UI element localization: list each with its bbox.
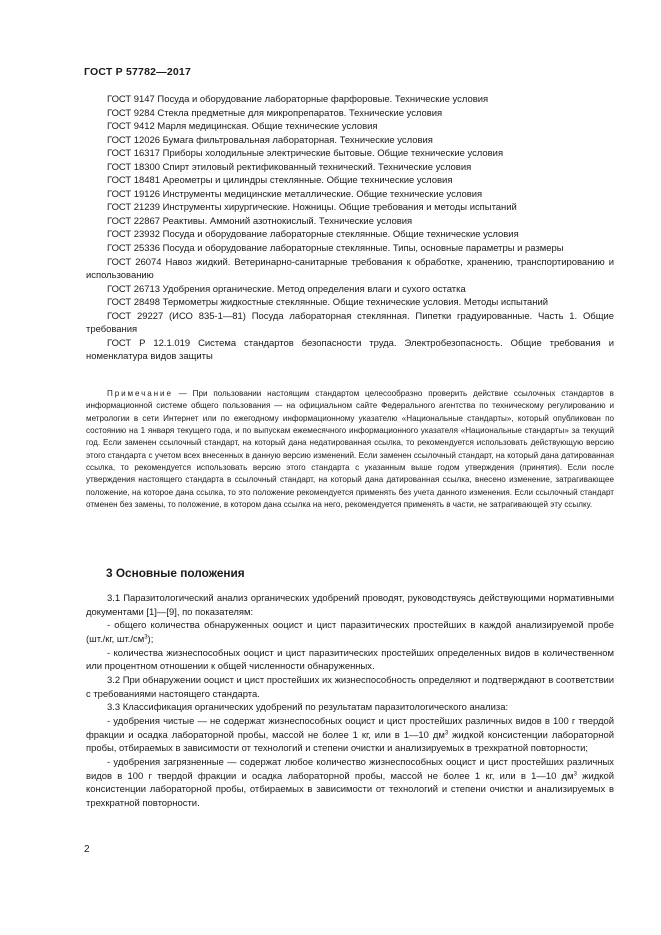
note-label: Примечание: [107, 389, 173, 398]
document-header: ГОСТ Р 57782—2017: [84, 66, 192, 78]
reference-item: ГОСТ 9284 Стекла предметные для микропрепаратов. Технические условия: [107, 107, 443, 119]
paragraph-contaminated-fertilizers: - удобрения загрязненные — содержат любое количество жизнеспособных ооцист и цист простейших различных видов в 100 г твердой фракции и осадка лабораторной пробы, массой не более 1 кг, или в 1—10 $дм^3$ жидкой консистенции лабораторной пробы, отбираемых в зависимости от технологий и степени очистки и анализируемых в трехкратной повторности.: [86, 756, 614, 809]
reference-item: ГОСТ 26713 Удобрения органические. Метод определения влаги и сухого остатка: [107, 283, 466, 295]
reference-item: ГОСТ 23932 Посуда и оборудование лабораторные стеклянные. Общие технические условия: [107, 229, 519, 241]
note-text: — При пользовании настоящим стандартом целесообразно проверить действие ссылочных стандартов в информационной системе общего пользования — на официальном сайте Федерального агентства по техническому регулированию и метрологии в сети Интернет или по ежегодному информационному указателю «Национальные стандарты», который опубликован по состоянию на 1 января текущего года, и по выпускам ежемесячного информационного указателя «Национальные стандарты» за текущий год. Если заменен ссылочный стандарт, на который дана недатированная ссылка, то рекомендуется использовать действующую версию этого стандарта с учетом всех внесенных в данную версию изменений. Если заменен ссылочный стандарт, на который дана датированная ссылка, то рекомендуется использовать версию этого стандарта с указанным выше годом утверждения (принятия). Если после утверждения настоящего стандарта в ссылочный стандарт, на который дана датированная ссылка, внесено изменение, затрагивающее положение, на которое дана ссылка, то это положение рекомендуется применять без учета данного изменения. Если ссылочный стандарт отменен без замены, то положение, в котором дана ссылка на него, рекомендуется применять в части, не затрагивающей эту ссылку.: [86, 389, 614, 510]
reference-item: ГОСТ 16317 Приборы холодильные электрические бытовые. Общие технические условия: [107, 148, 504, 160]
reference-item: ГОСТ 9147 Посуда и оборудование лабораторные фарфоровые. Технические условия: [107, 94, 489, 105]
paragraph-3-2: 3.2 При обнаружении ооцист и цист простейших их жизнеспособность определяют и подтверждают в соответствии с требованиями настоящего стандарта.: [86, 674, 615, 700]
reference-item: ГОСТ Р 12.1.019 Система стандартов безопасности труда. Электробезопасность. Общие требования и номенклатура видов защиты: [86, 337, 614, 363]
normative-references-list: [86, 93, 614, 364]
section-body: [86, 592, 614, 811]
reference-item: ГОСТ 21239 Инструменты хирургические. Ножницы. Общие требования и методы испытаний: [107, 202, 517, 214]
paragraph-clean-fertilizers: - удобрения чистые — не содержат жизнеспособных ооцист и цист простейших различных видов в 100 г твердой фракции и осадка лабораторной пробы, массой не более 1 кг, или в 1—10 $дм^3$ жидкой консистенции лабораторной пробы, отбираемых в зависимости от технологий и степени очистки и анализируемых в трехкратной повторности;: [86, 715, 614, 755]
paragraph-3-3: 3.3 Классификация органических удобрений по результатам паразитологического анализа:: [107, 702, 509, 714]
paragraph-total-count: - общего количества обнаруженных ооцист и цист паразитических простейших в каждой анализируемой пробе (шт./кг, $шт./см^3$);: [86, 620, 614, 645]
reference-item: ГОСТ 25336 Посуда и оборудование лабораторные стеклянные. Типы, основные параметры и размеры: [107, 243, 564, 255]
reference-item: ГОСТ 28498 Термометры жидкостные стеклянные. Общие технические условия. Методы испытаний: [107, 297, 549, 309]
paragraph-viable-count: - количества жизнеспособных ооцист и цист паразитических простейших определенных видов в количественном или процентном отношении к общей численности обнаруженных.: [86, 647, 614, 673]
reference-item: ГОСТ 29227 (ИСО 835-1—81) Посуда лабораторная стеклянная. Пипетки градуированные. Часть 1. Общие требования: [86, 310, 614, 336]
reference-item: ГОСТ 19126 Инструменты медицинские металлические. Общие технические условия: [107, 188, 483, 200]
reference-item: ГОСТ 18300 Спирт этиловый ректификованный технический. Технические условия: [107, 161, 472, 173]
reference-item: ГОСТ 9412 Марля медицинская. Общие технические условия: [107, 121, 378, 133]
page-number: 2: [84, 844, 90, 855]
reference-item: ГОСТ 22867 Реактивы. Аммоний азотнокислый. Технические условия: [107, 215, 413, 227]
reference-item: ГОСТ 26074 Навоз жидкий. Ветеринарно-санитарные требования к обработке, хранению, транспортированию и использованию: [86, 256, 614, 282]
paragraph-3-1: 3.1 Паразитологический анализ органических удобрений проводят, руководствуясь действующими нормативными документами [1]—[9], по показателям:: [86, 593, 614, 618]
section-title: 3 Основные положения: [106, 566, 245, 580]
reference-item: ГОСТ 12026 Бумага фильтровальная лабораторная. Технические условия: [107, 134, 433, 146]
note-paragraph: [86, 388, 614, 511]
reference-item: ГОСТ 18481 Ареометры и цилиндры стеклянные. Общие технические условия: [107, 175, 453, 187]
